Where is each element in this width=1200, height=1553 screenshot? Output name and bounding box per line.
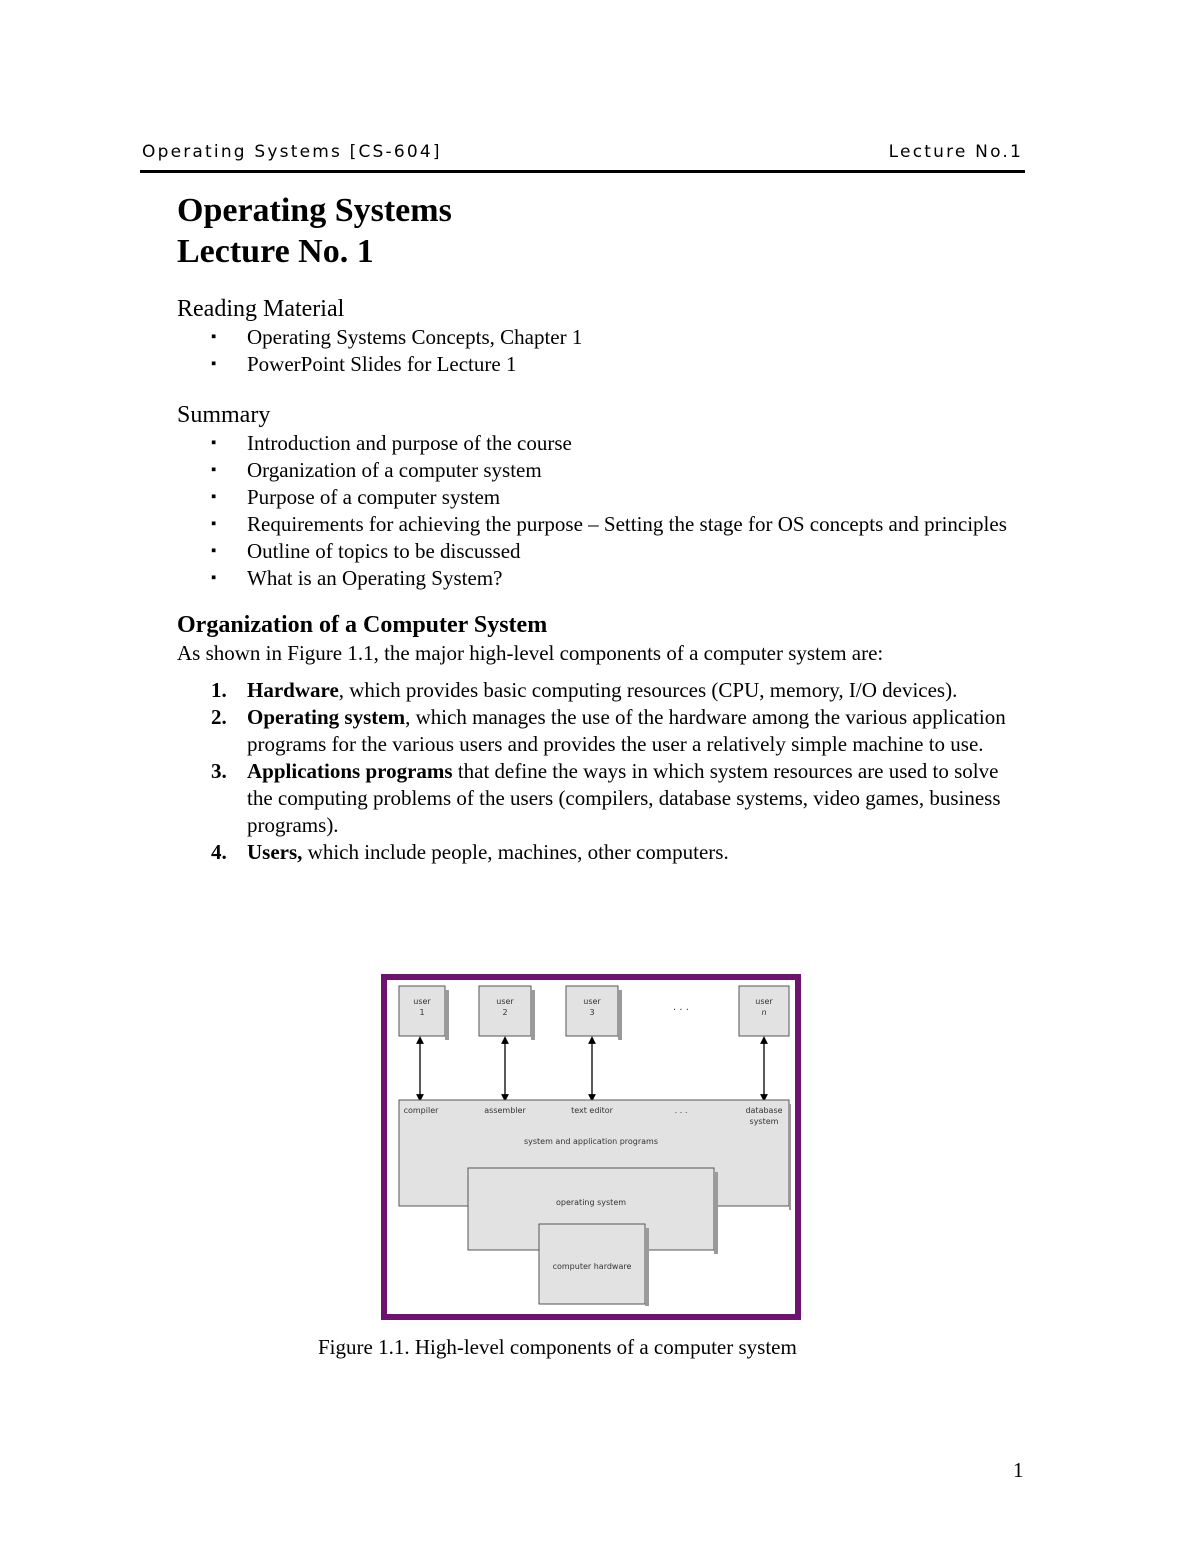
list-item — [177, 839, 1027, 866]
document-title — [177, 190, 1027, 272]
user-number: n — [761, 1008, 767, 1017]
item-number: 1. — [211, 678, 227, 702]
components-list — [177, 677, 1027, 866]
program-label: database — [745, 1106, 783, 1115]
user-box — [739, 986, 789, 1036]
header-course-title: Operating Systems [CS-604] — [142, 142, 442, 162]
user-number: 2 — [502, 1008, 508, 1017]
users-ellipsis: . . . — [673, 1002, 689, 1013]
figure-1-1 — [381, 974, 801, 1320]
list-item — [177, 758, 1027, 839]
item-term: Operating system — [247, 705, 406, 729]
item-text: that define the ways in which system resources are used to solve the computing problems of the users (compilers, database systems, video games, business programs). — [247, 759, 1001, 837]
user-label: user — [583, 997, 601, 1006]
organization-heading: Organization of a Computer System — [177, 612, 548, 638]
user-label: user — [755, 997, 773, 1006]
list-item: ▪ Introduction and purpose of the course — [177, 430, 1027, 457]
user-box — [399, 986, 449, 1040]
list-item: ▪ PowerPoint Slides for Lecture 1 — [177, 351, 1027, 378]
user-label: user — [413, 997, 431, 1006]
computer-system-diagram — [391, 984, 791, 1310]
reading-heading: Reading Material — [177, 296, 345, 322]
list-item — [177, 677, 1027, 704]
item-term: Users, — [247, 840, 303, 864]
summary-list — [177, 430, 1027, 592]
user-number: 3 — [589, 1008, 595, 1017]
list-item: ▪ Organization of a computer system — [177, 457, 1027, 484]
list-item: ▪ What is an Operating System? — [177, 565, 1027, 592]
item-text: which include people, machines, other computers. — [302, 840, 729, 864]
list-item: ▪ Purpose of a computer system — [177, 484, 1027, 511]
item-number: 4. — [211, 840, 227, 864]
item-number: 2. — [211, 705, 227, 729]
item-text: , which provides basic computing resources (CPU, memory, I/O devices). — [338, 678, 958, 702]
item-term: Hardware — [247, 678, 339, 702]
item-term: Applications programs — [247, 759, 453, 783]
header-lecture-number: Lecture No.1 — [888, 142, 1023, 162]
organization-intro: As shown in Figure 1.1, the major high-level components of a computer system are: — [177, 641, 884, 665]
title-line-1: Operating Systems — [177, 192, 452, 229]
document-body — [177, 190, 1027, 866]
title-line-2: Lecture No. 1 — [177, 233, 374, 270]
program-label: compiler — [403, 1106, 439, 1115]
user-number: 1 — [419, 1008, 425, 1017]
user-label: user — [496, 997, 514, 1006]
program-label-extra: system — [749, 1117, 779, 1126]
apps-layer-label: system and application programs — [523, 1137, 659, 1146]
program-label: assembler — [484, 1106, 526, 1115]
list-item: ▪ Requirements for achieving the purpose – Setting the stage for OS concepts and principles — [177, 511, 1027, 538]
reading-list — [177, 324, 1027, 378]
page-number: 1 — [1013, 1458, 1024, 1482]
program-label: text editor — [571, 1106, 613, 1115]
page-header — [140, 142, 1025, 173]
list-item: ▪ Operating Systems Concepts, Chapter 1 — [177, 324, 1027, 351]
os-layer-label: operating system — [555, 1198, 627, 1207]
list-item — [177, 704, 1027, 758]
summary-heading: Summary — [177, 402, 271, 428]
figure-caption: Figure 1.1. High-level components of a computer system — [318, 1335, 797, 1359]
hardware-layer — [539, 1224, 649, 1306]
hardware-layer-label: computer hardware — [552, 1262, 632, 1271]
item-text: , which manages the use of the hardware among the various application programs for the various users and provides the user a relatively simple machine to use. — [247, 705, 1006, 756]
list-item: ▪ Outline of topics to be discussed — [177, 538, 1027, 565]
item-number: 3. — [211, 759, 227, 783]
user-box — [566, 986, 622, 1040]
user-box — [479, 986, 535, 1040]
program-label: . . . — [674, 1106, 688, 1115]
